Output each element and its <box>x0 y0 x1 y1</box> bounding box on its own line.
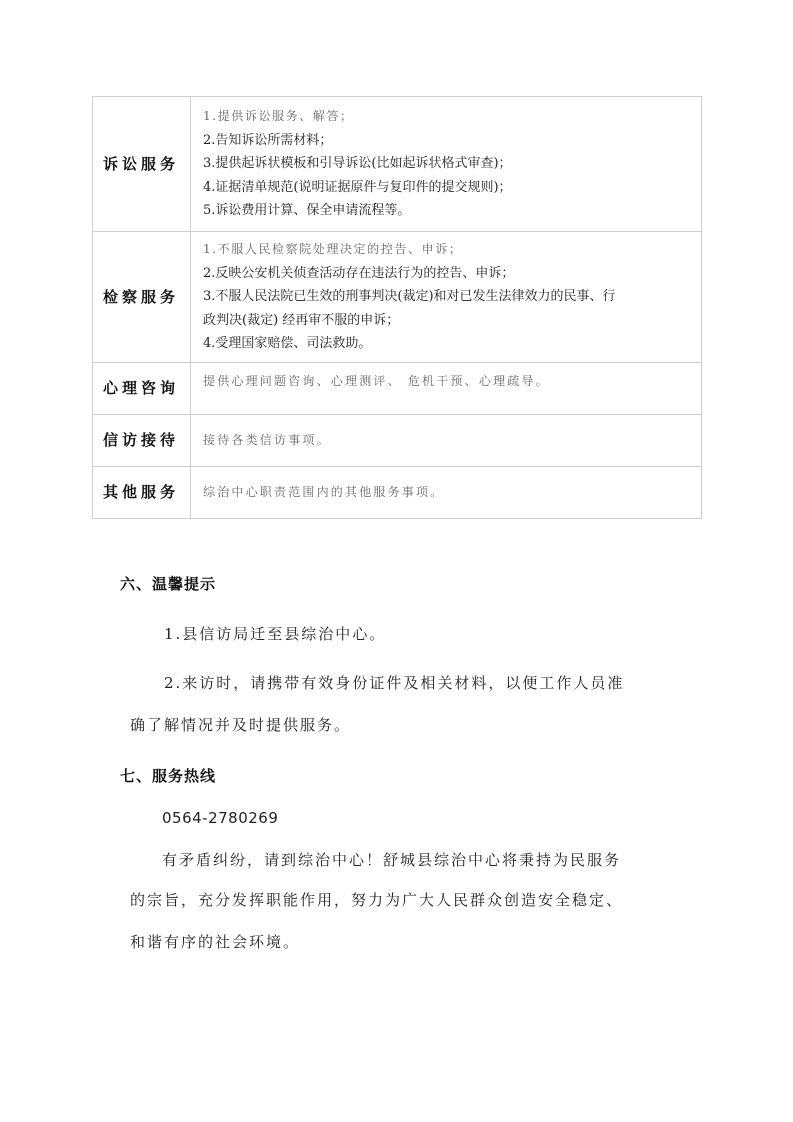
row-text: 提供心理问题咨询、心理测评、 危机干预、心理疏导。 <box>203 373 550 388</box>
row-label: 信访接待 <box>93 414 191 466</box>
row-text: 综治中心职责范围内的其他服务事项。 <box>203 485 445 499</box>
row-content <box>191 414 702 466</box>
table-row <box>93 232 702 363</box>
table-row <box>93 466 702 518</box>
row-label: 诉讼服务 <box>93 97 191 232</box>
list-item: 4.证据清单规范(说明证据原件与复印件的提交规则)； <box>203 179 512 195</box>
row-label: 心理咨询 <box>93 362 191 414</box>
list-item: 1.不服人民检察院处理决定的控告、申诉； <box>203 242 463 256</box>
table-row <box>93 362 702 414</box>
list-item: 2.告知诉讼所需材料； <box>203 132 333 148</box>
section-heading-hotline: 七、服务热线 <box>120 767 217 785</box>
row-label: 检察服务 <box>93 232 191 363</box>
table-row <box>93 97 702 232</box>
closing-line-1: 有矛盾纠纷，请到综治中心！舒城县综治中心将秉持为民服务 <box>162 851 622 869</box>
list-item: 政判决(裁定) 经再审不服的申诉； <box>203 312 400 328</box>
closing-line-3: 和谐有序的社会环境。 <box>130 933 301 951</box>
row-content <box>191 466 702 518</box>
row-label: 其他服务 <box>93 466 191 518</box>
row-text: 接待各类信访事项。 <box>203 433 331 447</box>
tip-paragraph-2-line-1: 2.来访时，请携带有效身份证件及相关材料，以便工作人员准 <box>164 674 625 692</box>
list-item: 1.提供诉讼服务、解答； <box>203 109 354 124</box>
list-item: 3.不服人民法院已生效的刑事判决(裁定)和对已发生法律效力的民事、行 <box>203 289 616 304</box>
tip-paragraph-1: 1.县信访局迁至县综治中心。 <box>164 625 387 643</box>
list-item: 3.提供起诉状模板和引导诉讼(比如起诉状格式审查)； <box>203 156 512 172</box>
row-content <box>191 232 702 363</box>
section-heading-tips: 六、温馨提示 <box>120 575 217 593</box>
list-item: 5.诉讼费用计算、保全申请流程等。 <box>203 203 411 219</box>
list-item: 2.反映公安机关侦查活动存在违法行为的控告、申诉； <box>203 265 515 281</box>
row-content <box>191 97 702 232</box>
table-row <box>93 414 702 466</box>
tip-paragraph-2-line-2: 确了解情况并及时提供服务。 <box>130 716 352 734</box>
services-table <box>92 96 702 519</box>
hotline-number: 0564-2780269 <box>162 809 279 827</box>
row-content <box>191 362 702 414</box>
list-item: 4.受理国家赔偿、司法救助。 <box>203 336 372 351</box>
closing-line-2: 的宗旨，充分发挥职能作用，努力为广大人民群众创造安全稳定、 <box>130 891 624 909</box>
